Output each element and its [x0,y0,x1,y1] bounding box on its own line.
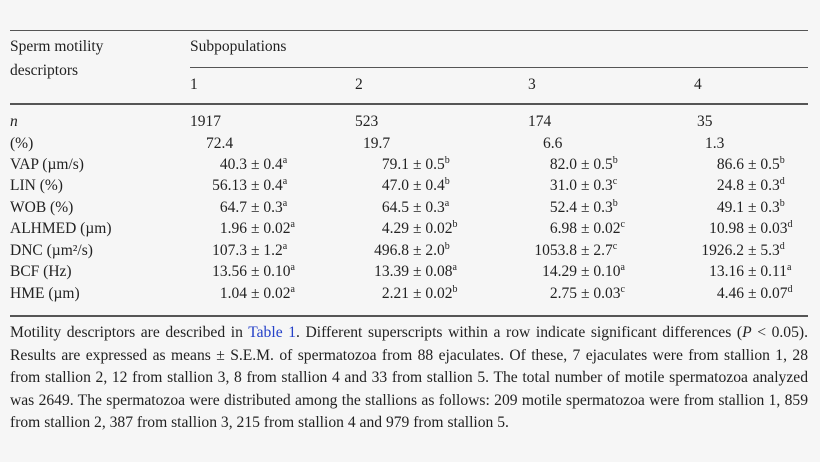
table-caption [10,322,808,435]
significance-superscript: a [282,176,288,187]
significance-superscript: c [620,284,625,295]
mean-value: 79.1 [381,156,409,173]
sem-value: ± 0.4$^b$ [413,176,450,194]
sem-value: ± 0.02$^b$ [413,219,458,237]
significance-superscript: c [612,176,618,187]
mean-value: 4.29 [381,220,409,237]
sem-number: 0.3 [760,177,780,194]
table-cell: 35 [697,113,713,130]
sem-value: ± 0.03$^d$ [748,219,793,237]
sem-number: 0.3 [425,199,445,216]
sem-value: ± 0.02$^a$ [251,284,295,302]
mean-value: 4.46 [716,285,744,302]
mean-value: 6.98 [549,220,577,237]
row-label: (%) [10,135,34,152]
significance-superscript: a [282,241,288,252]
sem-value: ± 2.7$^c$ [581,241,618,259]
mean-value: 47.0 [381,177,409,194]
sem-number: 0.11 [760,263,787,280]
caption-text: Motility descriptors are described in [10,324,249,341]
sem-value: ± 5.3$^d$ [748,241,785,259]
significance-superscript: a [290,262,295,273]
sem-number: 0.10 [593,263,621,280]
significance-superscript: b [612,155,618,166]
table-cell: 6.6 [543,135,563,152]
significance-superscript: b [444,155,450,166]
mean-value: 40.3 [219,156,247,173]
significance-superscript: d [779,241,785,252]
significance-superscript: a [620,262,625,273]
sem-value: ± 0.03$^c$ [581,284,625,302]
sem-number: 0.07 [760,285,788,302]
sem-number: 2.0 [425,242,445,259]
sem-value: ± 0.02$^a$ [251,219,295,237]
mean-value: 64.5 [381,199,409,216]
row-label: VAP (µm/s) [10,156,84,173]
significance-superscript: a [282,198,288,209]
sem-value: ± 0.11$^a$ [748,262,792,280]
mean-value: 56.13 [212,177,247,194]
sem-value: ± 0.3$^b$ [748,198,785,216]
descriptor-header-line1: Sperm motility [10,38,104,55]
mean-value: 13.56 [212,263,247,280]
mean-value: 1.04 [219,285,247,302]
sem-value: ± 0.5$^b$ [581,155,618,173]
sem-value: ± 0.5$^b$ [413,155,450,173]
sem-value: ± 0.4$^a$ [251,176,288,194]
significance-superscript: d [787,284,793,295]
sem-value: ± 1.2$^a$ [251,241,288,259]
sem-number: 0.02 [263,220,291,237]
sem-value: ± 2.0$^b$ [413,241,450,259]
sem-number: 0.02 [425,285,453,302]
sem-number: 0.03 [593,285,621,302]
mean-value: 31.0 [549,177,577,194]
mean-value: 86.6 [716,156,744,173]
significance-superscript: d [787,219,793,230]
mean-value: 2.21 [381,285,409,302]
sem-number: 2.7 [593,242,613,259]
significance-superscript: b [612,198,618,209]
significance-superscript: b [779,155,785,166]
sem-number: 0.4 [263,177,283,194]
mean-value: 13.16 [709,263,744,280]
row-label: n [10,113,18,130]
mean-value: 107.3 [212,242,247,259]
sem-number: 0.02 [593,220,621,237]
subpopulations-header: Subpopulations [190,38,287,55]
sem-value: ± 0.02$^c$ [581,219,625,237]
descriptor-header-line2: descriptors [10,62,79,79]
sem-number: 0.5 [760,156,780,173]
row-label: LIN (%) [10,177,63,194]
sem-value: ± 0.5$^b$ [748,155,785,173]
mean-value: 24.8 [716,177,744,194]
significance-superscript: b [779,198,785,209]
significance-superscript: b [452,219,458,230]
mean-value: 10.98 [709,220,744,237]
top-rule [10,30,808,31]
p-symbol: P [742,324,752,341]
sem-number: 0.4 [263,156,283,173]
mean-value: 49.1 [716,199,744,216]
significance-superscript: d [779,176,785,187]
mean-value: 2.75 [549,285,577,302]
sem-value: ± 0.02$^b$ [413,284,458,302]
sem-number: 0.3 [593,199,613,216]
sem-value: ± 0.3$^d$ [748,176,785,194]
significance-superscript: a [282,155,288,166]
sem-value: ± 0.10$^a$ [251,262,295,280]
sem-number: 0.03 [760,220,788,237]
sem-number: 0.02 [263,285,291,302]
caption-text: . Different superscripts within a row indicate significant differences ( [296,324,743,341]
sem-value: ± 0.3$^a$ [413,198,450,216]
table-cell: 1.3 [705,135,725,152]
table-cell: 1917 [190,113,221,130]
significance-superscript: b [444,176,450,187]
row-label: BCF (Hz) [10,263,72,280]
significance-superscript: b [444,241,450,252]
sem-value: ± 0.3$^b$ [581,198,618,216]
sem-number: 0.5 [593,156,613,173]
row-label: ALHMED (µm) [10,220,112,237]
sem-value: ± 0.08$^a$ [413,262,457,280]
bottom-rule [10,315,808,317]
significance-superscript: a [290,219,295,230]
row-label: DNC (µm²/s) [10,242,93,259]
significance-superscript: a [444,198,450,209]
sem-value: ± 0.3$^c$ [581,176,618,194]
significance-superscript: a [290,284,295,295]
column-header-3: 3 [528,76,536,93]
mean-value: 496.8 [374,242,409,259]
sem-number: 0.4 [425,177,445,194]
significance-superscript: c [612,241,618,252]
mean-value: 64.7 [219,199,247,216]
sem-number: 0.08 [425,263,453,280]
significance-superscript: a [452,262,457,273]
header-rule [10,103,808,105]
sem-value: ± 0.07$^d$ [748,284,793,302]
sem-number: 0.3 [263,199,283,216]
table-cell: 174 [528,113,552,130]
mean-value: 82.0 [549,156,577,173]
column-header-4: 4 [694,76,702,93]
mean-value: 1926.2 [701,242,744,259]
significance-superscript: c [620,219,625,230]
sem-number: 1.2 [263,242,283,259]
column-header-2: 2 [355,76,363,93]
significance-superscript: b [452,284,458,295]
row-label: HME (µm) [10,285,80,302]
table-cell: 19.7 [363,135,391,152]
mean-value: 52.4 [549,199,577,216]
mean-value: 1.96 [219,220,247,237]
sem-number: 0.02 [425,220,453,237]
mean-value: 13.39 [374,263,409,280]
sem-number: 0.3 [760,199,780,216]
mean-value: 1053.8 [534,242,577,259]
row-label: WOB (%) [10,199,74,216]
caption-text: < 0.05). Results are expressed as means ± S.E.M. of spermatozoa from 88 ejaculates. Of these, 7 ejaculates were from stallion 1, 28 from stallion 2, 12 from stallion 3, 8 from stallion 4 and 33 from stallion 5. The total number of motile spermatozoa analyzed was 2649. The spermatozoa were distributed among the stallions as follows: 209 motile spermatozoa were from stallion 1, 859 from stallion 2, 387 from stallion 3, 215 from stallion 4 and 979 from stallion 5. [10,324,808,432]
sem-value: ± 0.4$^a$ [251,155,288,173]
table-cell: 523 [355,113,379,130]
table-cell: 72.4 [206,135,234,152]
sem-value: ± 0.3$^a$ [251,198,288,216]
mean-value: 14.29 [542,263,577,280]
group-rule [190,67,808,68]
sem-number: 0.10 [263,263,291,280]
table-1-link[interactable]: Table 1 [248,324,297,341]
sem-number: 0.3 [593,177,613,194]
sem-value: ± 0.10$^a$ [581,262,625,280]
sem-number: 5.3 [760,242,780,259]
significance-superscript: a [786,262,792,273]
sem-number: 0.5 [425,156,445,173]
column-header-1: 1 [190,76,198,93]
